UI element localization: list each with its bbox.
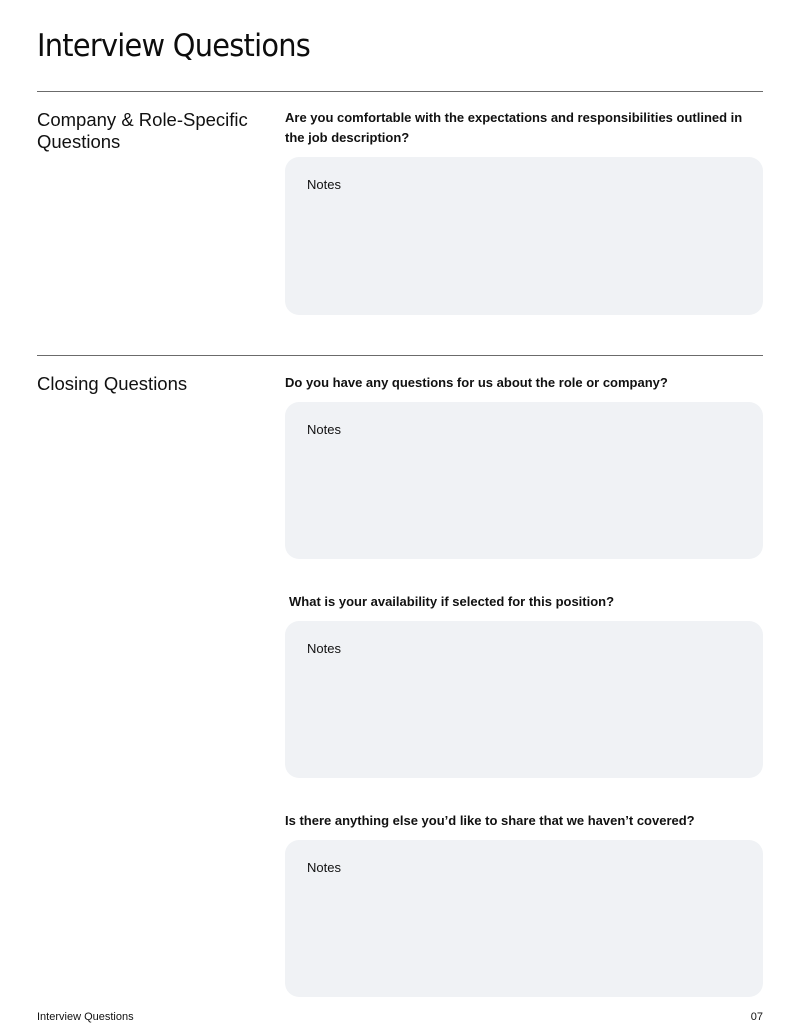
notes-label: Notes (307, 860, 341, 875)
notes-label: Notes (307, 641, 341, 656)
question-text: Is there anything else you’d like to share that we haven’t covered? (285, 813, 695, 828)
notes-field[interactable] (285, 840, 763, 997)
section-divider (37, 91, 763, 92)
notes-label: Notes (307, 177, 341, 192)
section-label-closing: Closing Questions (37, 373, 188, 394)
section-label-company-role: Company & Role-Specific Questions (37, 109, 248, 152)
notes-label: Notes (307, 422, 341, 437)
question-text: Do you have any questions for us about the role or company? (285, 375, 668, 390)
footer-title: Interview Questions (37, 1011, 134, 1023)
question-text: Are you comfortable with the expectations and responsibilities outlined in the job description? (285, 110, 743, 145)
page-title: Interview Questions (37, 28, 311, 64)
page-number: 07 (750, 1011, 763, 1023)
notes-field[interactable] (285, 157, 763, 315)
section-divider (37, 355, 763, 356)
question-text: What is your availability if selected for this position? (289, 594, 615, 609)
notes-field[interactable] (285, 402, 763, 559)
notes-field[interactable] (285, 621, 763, 778)
